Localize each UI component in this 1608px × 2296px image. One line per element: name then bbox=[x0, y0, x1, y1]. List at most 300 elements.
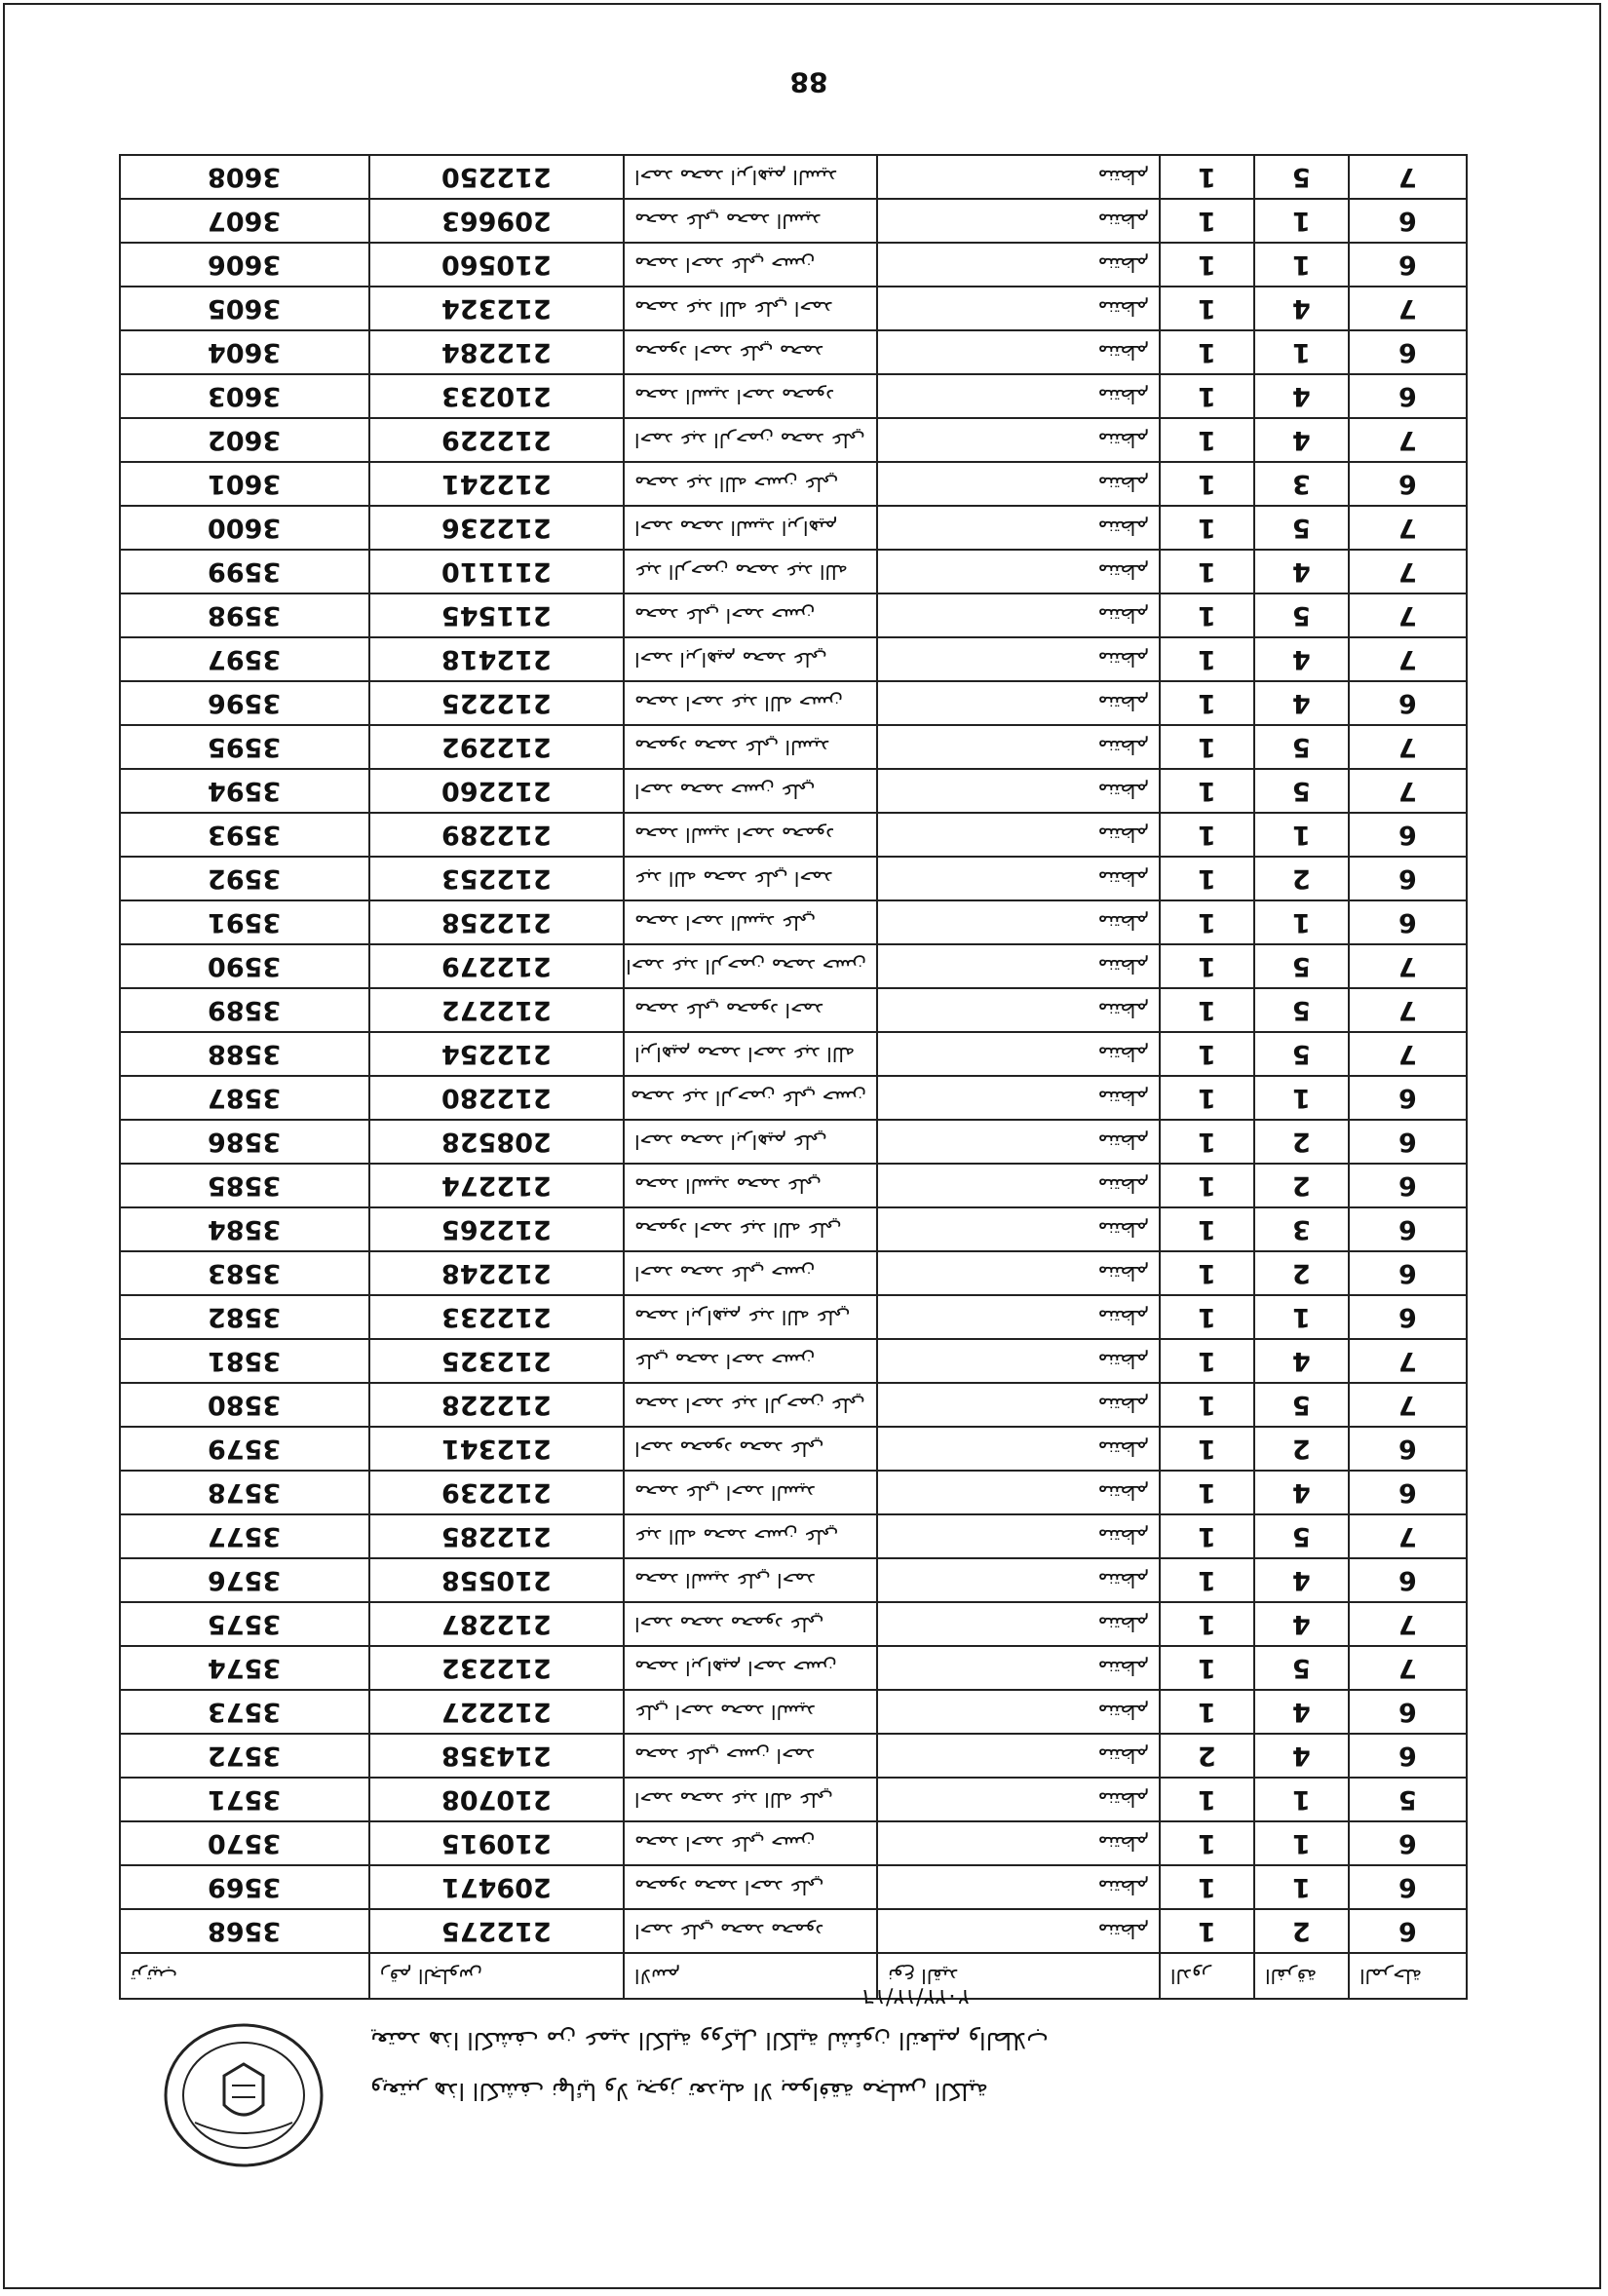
cell-type: منتظم bbox=[877, 857, 1160, 900]
cell-serial: 3588 bbox=[120, 1032, 369, 1076]
table-row bbox=[120, 418, 1467, 462]
cell-s3: 7 bbox=[1349, 1514, 1467, 1558]
cell-s3: 7 bbox=[1349, 1383, 1467, 1427]
cell-s3: 7 bbox=[1349, 1339, 1467, 1383]
cell-serial: 3582 bbox=[120, 1295, 369, 1339]
cell-s1: 1 bbox=[1160, 988, 1254, 1032]
cell-roll: 212239 bbox=[369, 1471, 624, 1514]
cell-s3: 5 bbox=[1349, 1778, 1467, 1821]
cell-serial: 3601 bbox=[120, 462, 369, 506]
cell-name: علي احمد محمد السيد bbox=[624, 1690, 877, 1734]
cell-name: ابراهيم محمد احمد عبد الله bbox=[624, 1032, 877, 1076]
cell-roll: 212241 bbox=[369, 462, 624, 506]
cell-s1: 1 bbox=[1160, 550, 1254, 593]
cell-s2: 5 bbox=[1254, 593, 1349, 637]
cell-s2: 4 bbox=[1254, 1558, 1349, 1602]
cell-type: منتظم bbox=[877, 550, 1160, 593]
cell-s2: 5 bbox=[1254, 1383, 1349, 1427]
cell-s1: 1 bbox=[1160, 813, 1254, 857]
table-row bbox=[120, 1558, 1467, 1602]
cell-roll: 212233 bbox=[369, 1295, 624, 1339]
table-row bbox=[120, 637, 1467, 681]
cell-s3: 7 bbox=[1349, 944, 1467, 988]
table-row bbox=[120, 1909, 1467, 1953]
cell-name: محمد احمد السيد علي bbox=[624, 900, 877, 944]
cell-roll: 210708 bbox=[369, 1778, 624, 1821]
cell-name: احمد محمود محمد علي bbox=[624, 1427, 877, 1471]
header-s3: المرحلة bbox=[1349, 1953, 1467, 1999]
cell-s1: 1 bbox=[1160, 1602, 1254, 1646]
cell-serial: 3581 bbox=[120, 1339, 369, 1383]
cell-name: محمود احمد عبد الله علي bbox=[624, 1207, 877, 1251]
cell-s2: 5 bbox=[1254, 1514, 1349, 1558]
cell-type: منتظم bbox=[877, 1602, 1160, 1646]
table-row bbox=[120, 813, 1467, 857]
cell-serial: 3589 bbox=[120, 988, 369, 1032]
page-number: 88 bbox=[789, 66, 828, 98]
cell-type: منتظم bbox=[877, 1909, 1160, 1953]
cell-type: منتظم bbox=[877, 1251, 1160, 1295]
table-row bbox=[120, 1821, 1467, 1865]
cell-serial: 3570 bbox=[120, 1821, 369, 1865]
cell-type: منتظم bbox=[877, 243, 1160, 287]
cell-s3: 6 bbox=[1349, 1427, 1467, 1471]
cell-roll: 211110 bbox=[369, 550, 624, 593]
cell-type: منتظم bbox=[877, 900, 1160, 944]
cell-s3: 6 bbox=[1349, 462, 1467, 506]
cell-s3: 7 bbox=[1349, 1032, 1467, 1076]
table-row bbox=[120, 988, 1467, 1032]
cell-name: محمد عبد الرحمن علي حسن bbox=[624, 1076, 877, 1120]
cell-type: منتظم bbox=[877, 1471, 1160, 1514]
table-row bbox=[120, 1164, 1467, 1207]
table-row bbox=[120, 506, 1467, 550]
footer-line-2: ويعتبر هذا الكشف نهائيا ولا يجوز تعديله الا بموافقة مجلس الكلية bbox=[370, 2078, 988, 2105]
cell-s3: 6 bbox=[1349, 374, 1467, 418]
cell-type: منتظم bbox=[877, 1207, 1160, 1251]
cell-s3: 7 bbox=[1349, 988, 1467, 1032]
table-row bbox=[120, 1251, 1467, 1295]
cell-type: منتظم bbox=[877, 1120, 1160, 1164]
cell-name: محمد احمد علي حسن bbox=[624, 243, 877, 287]
cell-roll: 212272 bbox=[369, 988, 624, 1032]
table-row bbox=[120, 243, 1467, 287]
table-row bbox=[120, 1076, 1467, 1120]
cell-roll: 212229 bbox=[369, 418, 624, 462]
cell-s3: 6 bbox=[1349, 813, 1467, 857]
cell-s2: 4 bbox=[1254, 1690, 1349, 1734]
cell-type: منتظم bbox=[877, 330, 1160, 374]
cell-roll: 212250 bbox=[369, 155, 624, 199]
cell-name: احمد عبد الرحمن محمد حسن bbox=[624, 944, 877, 988]
cell-s1: 1 bbox=[1160, 857, 1254, 900]
cell-name: احمد محمد حسن علي bbox=[624, 769, 877, 813]
cell-type: منتظم bbox=[877, 1558, 1160, 1602]
cell-serial: 3603 bbox=[120, 374, 369, 418]
cell-s3: 6 bbox=[1349, 1164, 1467, 1207]
cell-s1: 1 bbox=[1160, 462, 1254, 506]
cell-s2: 5 bbox=[1254, 506, 1349, 550]
cell-s2: 4 bbox=[1254, 550, 1349, 593]
cell-name: محمد السيد علي احمد bbox=[624, 1558, 877, 1602]
cell-type: منتظم bbox=[877, 1295, 1160, 1339]
cell-name: محمد ابراهيم احمد حسن bbox=[624, 1646, 877, 1690]
cell-roll: 212279 bbox=[369, 944, 624, 988]
table-row bbox=[120, 199, 1467, 243]
cell-s3: 7 bbox=[1349, 1602, 1467, 1646]
cell-roll: 214358 bbox=[369, 1734, 624, 1778]
cell-roll: 210233 bbox=[369, 374, 624, 418]
footer-line-1: يعتمد هذا الكشف من عميد الكلية ووكيل الكلية لشئون التعليم والطلاب bbox=[370, 2027, 1049, 2054]
cell-name: محمد احمد عبد الله حسن bbox=[624, 681, 877, 725]
cell-s3: 7 bbox=[1349, 593, 1467, 637]
cell-s1: 1 bbox=[1160, 1778, 1254, 1821]
cell-serial: 3597 bbox=[120, 637, 369, 681]
cell-s1: 1 bbox=[1160, 1558, 1254, 1602]
header-roll: رقم الجلوس bbox=[369, 1953, 624, 1999]
cell-type: منتظم bbox=[877, 462, 1160, 506]
cell-s3: 6 bbox=[1349, 1909, 1467, 1953]
cell-type: منتظم bbox=[877, 988, 1160, 1032]
cell-s1: 1 bbox=[1160, 1427, 1254, 1471]
cell-s2: 4 bbox=[1254, 418, 1349, 462]
cell-serial: 3584 bbox=[120, 1207, 369, 1251]
cell-s3: 6 bbox=[1349, 1295, 1467, 1339]
table-row bbox=[120, 155, 1467, 199]
table-row bbox=[120, 1295, 1467, 1339]
cell-s2: 2 bbox=[1254, 1164, 1349, 1207]
cell-name: احمد محمد علي حسن bbox=[624, 1251, 877, 1295]
cell-s2: 1 bbox=[1254, 243, 1349, 287]
header-type: نوع القيد bbox=[877, 1953, 1160, 1999]
cell-s1: 1 bbox=[1160, 1909, 1254, 1953]
cell-s3: 6 bbox=[1349, 243, 1467, 287]
cell-type: منتظم bbox=[877, 1339, 1160, 1383]
cell-serial: 3571 bbox=[120, 1778, 369, 1821]
cell-s2: 1 bbox=[1254, 813, 1349, 857]
cell-s1: 1 bbox=[1160, 1339, 1254, 1383]
cell-type: منتظم bbox=[877, 769, 1160, 813]
table-row bbox=[120, 681, 1467, 725]
table-row bbox=[120, 287, 1467, 330]
cell-serial: 3586 bbox=[120, 1120, 369, 1164]
cell-s2: 2 bbox=[1254, 1120, 1349, 1164]
table-row bbox=[120, 1778, 1467, 1821]
cell-roll: 212324 bbox=[369, 287, 624, 330]
table-row bbox=[120, 1383, 1467, 1427]
cell-serial: 3595 bbox=[120, 725, 369, 769]
header-serial: ترتيب bbox=[120, 1953, 369, 1999]
cell-s1: 1 bbox=[1160, 681, 1254, 725]
cell-s2: 5 bbox=[1254, 1646, 1349, 1690]
cell-s1: 1 bbox=[1160, 1821, 1254, 1865]
cell-name: علي محمد احمد حسن bbox=[624, 1339, 877, 1383]
cell-name: محمود محمد علي السيد bbox=[624, 725, 877, 769]
table-row bbox=[120, 1471, 1467, 1514]
cell-s3: 6 bbox=[1349, 199, 1467, 243]
cell-type: منتظم bbox=[877, 1690, 1160, 1734]
cell-s2: 3 bbox=[1254, 462, 1349, 506]
cell-name: محمود احمد علي محمد bbox=[624, 330, 877, 374]
cell-type: منتظم bbox=[877, 1427, 1160, 1471]
cell-serial: 3578 bbox=[120, 1471, 369, 1514]
cell-s2: 5 bbox=[1254, 155, 1349, 199]
table-row bbox=[120, 857, 1467, 900]
cell-s2: 1 bbox=[1254, 1076, 1349, 1120]
cell-roll: 212325 bbox=[369, 1339, 624, 1383]
table-row bbox=[120, 1032, 1467, 1076]
cell-name: احمد محمد ابراهيم السيد bbox=[624, 155, 877, 199]
cell-s3: 7 bbox=[1349, 155, 1467, 199]
cell-roll: 212284 bbox=[369, 330, 624, 374]
cell-serial: 3577 bbox=[120, 1514, 369, 1558]
table-row bbox=[120, 1865, 1467, 1909]
cell-s1: 1 bbox=[1160, 1865, 1254, 1909]
cell-name: عبد الرحمن محمد عبد الله bbox=[624, 550, 877, 593]
cell-s1: 1 bbox=[1160, 1471, 1254, 1514]
cell-roll: 209663 bbox=[369, 199, 624, 243]
cell-s3: 6 bbox=[1349, 1734, 1467, 1778]
cell-type: منتظم bbox=[877, 1778, 1160, 1821]
table-row bbox=[120, 1339, 1467, 1383]
results-table bbox=[119, 154, 1468, 2000]
cell-roll: 212418 bbox=[369, 637, 624, 681]
cell-s1: 1 bbox=[1160, 374, 1254, 418]
cell-name: محمد علي احمد السيد bbox=[624, 1471, 877, 1514]
cell-s1: 1 bbox=[1160, 1383, 1254, 1427]
cell-s2: 4 bbox=[1254, 1602, 1349, 1646]
cell-s2: 2 bbox=[1254, 1251, 1349, 1295]
cell-s1: 1 bbox=[1160, 593, 1254, 637]
table-row bbox=[120, 944, 1467, 988]
table-row bbox=[120, 1734, 1467, 1778]
cell-type: منتظم bbox=[877, 287, 1160, 330]
cell-s3: 6 bbox=[1349, 1558, 1467, 1602]
cell-serial: 3569 bbox=[120, 1865, 369, 1909]
table-row bbox=[120, 1646, 1467, 1690]
cell-serial: 3568 bbox=[120, 1909, 369, 1953]
cell-s3: 6 bbox=[1349, 1076, 1467, 1120]
cell-type: منتظم bbox=[877, 637, 1160, 681]
cell-s3: 6 bbox=[1349, 1865, 1467, 1909]
cell-s2: 4 bbox=[1254, 374, 1349, 418]
cell-name: محمد احمد عبد الرحمن علي bbox=[624, 1383, 877, 1427]
cell-s3: 6 bbox=[1349, 330, 1467, 374]
cell-s1: 1 bbox=[1160, 1514, 1254, 1558]
table-body bbox=[120, 155, 1467, 1999]
cell-name: محمد علي احمد حسن bbox=[624, 593, 877, 637]
cell-s1: 1 bbox=[1160, 155, 1254, 199]
cell-s1: 1 bbox=[1160, 418, 1254, 462]
cell-s3: 6 bbox=[1349, 1690, 1467, 1734]
cell-type: منتظم bbox=[877, 1032, 1160, 1076]
cell-type: منتظم bbox=[877, 1514, 1160, 1558]
cell-roll: 212287 bbox=[369, 1602, 624, 1646]
header-s2: الفرقة bbox=[1254, 1953, 1349, 1999]
cell-roll: 208528 bbox=[369, 1120, 624, 1164]
cell-type: منتظم bbox=[877, 199, 1160, 243]
cell-s2: 2 bbox=[1254, 857, 1349, 900]
cell-s3: 6 bbox=[1349, 900, 1467, 944]
cell-s2: 5 bbox=[1254, 988, 1349, 1032]
cell-s2: 4 bbox=[1254, 1471, 1349, 1514]
cell-s3: 6 bbox=[1349, 1821, 1467, 1865]
cell-roll: 212265 bbox=[369, 1207, 624, 1251]
cell-s2: 4 bbox=[1254, 681, 1349, 725]
table-row bbox=[120, 330, 1467, 374]
cell-s1: 1 bbox=[1160, 199, 1254, 243]
footer-date: ٢٠٢٢/١٢/١٦ bbox=[862, 1984, 970, 2009]
cell-serial: 3592 bbox=[120, 857, 369, 900]
cell-roll: 212258 bbox=[369, 900, 624, 944]
cell-serial: 3607 bbox=[120, 199, 369, 243]
cell-s2: 1 bbox=[1254, 1821, 1349, 1865]
cell-s1: 1 bbox=[1160, 769, 1254, 813]
header-name: الاسم bbox=[624, 1953, 877, 1999]
cell-s1: 1 bbox=[1160, 725, 1254, 769]
cell-type: منتظم bbox=[877, 506, 1160, 550]
cell-serial: 3591 bbox=[120, 900, 369, 944]
cell-s3: 7 bbox=[1349, 637, 1467, 681]
cell-roll: 212248 bbox=[369, 1251, 624, 1295]
cell-name: محمد عبد الله علي احمد bbox=[624, 287, 877, 330]
cell-serial: 3599 bbox=[120, 550, 369, 593]
cell-roll: 212289 bbox=[369, 813, 624, 857]
cell-roll: 210915 bbox=[369, 1821, 624, 1865]
cell-name: احمد عبد الرحمن محمد علي bbox=[624, 418, 877, 462]
cell-type: منتظم bbox=[877, 944, 1160, 988]
table-row bbox=[120, 769, 1467, 813]
cell-roll: 212285 bbox=[369, 1514, 624, 1558]
cell-s3: 6 bbox=[1349, 1251, 1467, 1295]
cell-s1: 1 bbox=[1160, 1646, 1254, 1690]
cell-type: منتظم bbox=[877, 1734, 1160, 1778]
cell-s1: 1 bbox=[1160, 900, 1254, 944]
cell-serial: 3604 bbox=[120, 330, 369, 374]
cell-serial: 3575 bbox=[120, 1602, 369, 1646]
cell-s3: 7 bbox=[1349, 550, 1467, 593]
cell-type: منتظم bbox=[877, 1076, 1160, 1120]
cell-name: محمد علي حسن احمد bbox=[624, 1734, 877, 1778]
cell-s2: 4 bbox=[1254, 637, 1349, 681]
cell-name: احمد محمد عبد الله علي bbox=[624, 1778, 877, 1821]
cell-roll: 211545 bbox=[369, 593, 624, 637]
cell-s1: 1 bbox=[1160, 1207, 1254, 1251]
cell-s2: 4 bbox=[1254, 1339, 1349, 1383]
cell-s2: 1 bbox=[1254, 1778, 1349, 1821]
cell-s1: 1 bbox=[1160, 1251, 1254, 1295]
cell-serial: 3573 bbox=[120, 1690, 369, 1734]
cell-roll: 212236 bbox=[369, 506, 624, 550]
cell-name: محمد السيد احمد محمود bbox=[624, 813, 877, 857]
cell-serial: 3580 bbox=[120, 1383, 369, 1427]
cell-s3: 6 bbox=[1349, 1207, 1467, 1251]
cell-s3: 6 bbox=[1349, 1471, 1467, 1514]
cell-name: احمد محمد ابراهيم علي bbox=[624, 1120, 877, 1164]
cell-s2: 1 bbox=[1254, 199, 1349, 243]
cell-s2: 1 bbox=[1254, 330, 1349, 374]
table-row bbox=[120, 1120, 1467, 1164]
cell-roll: 212275 bbox=[369, 1909, 624, 1953]
cell-serial: 3602 bbox=[120, 418, 369, 462]
cell-s3: 7 bbox=[1349, 506, 1467, 550]
cell-type: منتظم bbox=[877, 813, 1160, 857]
cell-roll: 212292 bbox=[369, 725, 624, 769]
cell-s1: 1 bbox=[1160, 1120, 1254, 1164]
cell-name: احمد محمد محمود علي bbox=[624, 1602, 877, 1646]
cell-name: احمد ابراهيم محمد علي bbox=[624, 637, 877, 681]
cell-s1: 1 bbox=[1160, 1076, 1254, 1120]
cell-name: محمود محمد احمد علي bbox=[624, 1865, 877, 1909]
cell-s2: 5 bbox=[1254, 725, 1349, 769]
cell-s2: 5 bbox=[1254, 1032, 1349, 1076]
table-row bbox=[120, 1602, 1467, 1646]
cell-name: محمد عبد الله حسن علي bbox=[624, 462, 877, 506]
cell-s2: 5 bbox=[1254, 944, 1349, 988]
cell-roll: 212227 bbox=[369, 1690, 624, 1734]
cell-s3: 7 bbox=[1349, 725, 1467, 769]
cell-serial: 3596 bbox=[120, 681, 369, 725]
table-header-row bbox=[120, 1953, 1467, 1999]
cell-roll: 212254 bbox=[369, 1032, 624, 1076]
cell-name: محمد السيد احمد محمود bbox=[624, 374, 877, 418]
cell-roll: 212225 bbox=[369, 681, 624, 725]
table-row bbox=[120, 550, 1467, 593]
cell-serial: 3598 bbox=[120, 593, 369, 637]
cell-serial: 3593 bbox=[120, 813, 369, 857]
cell-roll: 212280 bbox=[369, 1076, 624, 1120]
table-row bbox=[120, 1690, 1467, 1734]
cell-type: منتظم bbox=[877, 374, 1160, 418]
cell-s1: 1 bbox=[1160, 243, 1254, 287]
cell-s3: 7 bbox=[1349, 418, 1467, 462]
cell-name: محمد ابراهيم عبد الله علي bbox=[624, 1295, 877, 1339]
cell-serial: 3594 bbox=[120, 769, 369, 813]
cell-roll: 212260 bbox=[369, 769, 624, 813]
cell-s3: 7 bbox=[1349, 769, 1467, 813]
cell-type: منتظم bbox=[877, 1821, 1160, 1865]
cell-serial: 3579 bbox=[120, 1427, 369, 1471]
cell-type: منتظم bbox=[877, 1865, 1160, 1909]
table-row bbox=[120, 1207, 1467, 1251]
table-row bbox=[120, 1427, 1467, 1471]
cell-roll: 210560 bbox=[369, 243, 624, 287]
cell-s1: 1 bbox=[1160, 1164, 1254, 1207]
cell-s1: 1 bbox=[1160, 1690, 1254, 1734]
cell-s1: 1 bbox=[1160, 944, 1254, 988]
cell-s3: 6 bbox=[1349, 1120, 1467, 1164]
cell-s2: 3 bbox=[1254, 1207, 1349, 1251]
table-row bbox=[120, 462, 1467, 506]
cell-name: عبد الله محمد حسن علي bbox=[624, 1514, 877, 1558]
cell-roll: 212232 bbox=[369, 1646, 624, 1690]
cell-s1: 1 bbox=[1160, 1032, 1254, 1076]
cell-s1: 1 bbox=[1160, 506, 1254, 550]
table-row bbox=[120, 725, 1467, 769]
cell-serial: 3590 bbox=[120, 944, 369, 988]
cell-type: منتظم bbox=[877, 155, 1160, 199]
table-row bbox=[120, 1514, 1467, 1558]
cell-s3: 6 bbox=[1349, 681, 1467, 725]
cell-serial: 3608 bbox=[120, 155, 369, 199]
cell-name: محمد السيد محمد علي bbox=[624, 1164, 877, 1207]
cell-s1: 1 bbox=[1160, 287, 1254, 330]
cell-s2: 4 bbox=[1254, 287, 1349, 330]
cell-roll: 212228 bbox=[369, 1383, 624, 1427]
cell-name: محمد احمد علي حسن bbox=[624, 1821, 877, 1865]
cell-roll: 212274 bbox=[369, 1164, 624, 1207]
cell-s2: 1 bbox=[1254, 1295, 1349, 1339]
